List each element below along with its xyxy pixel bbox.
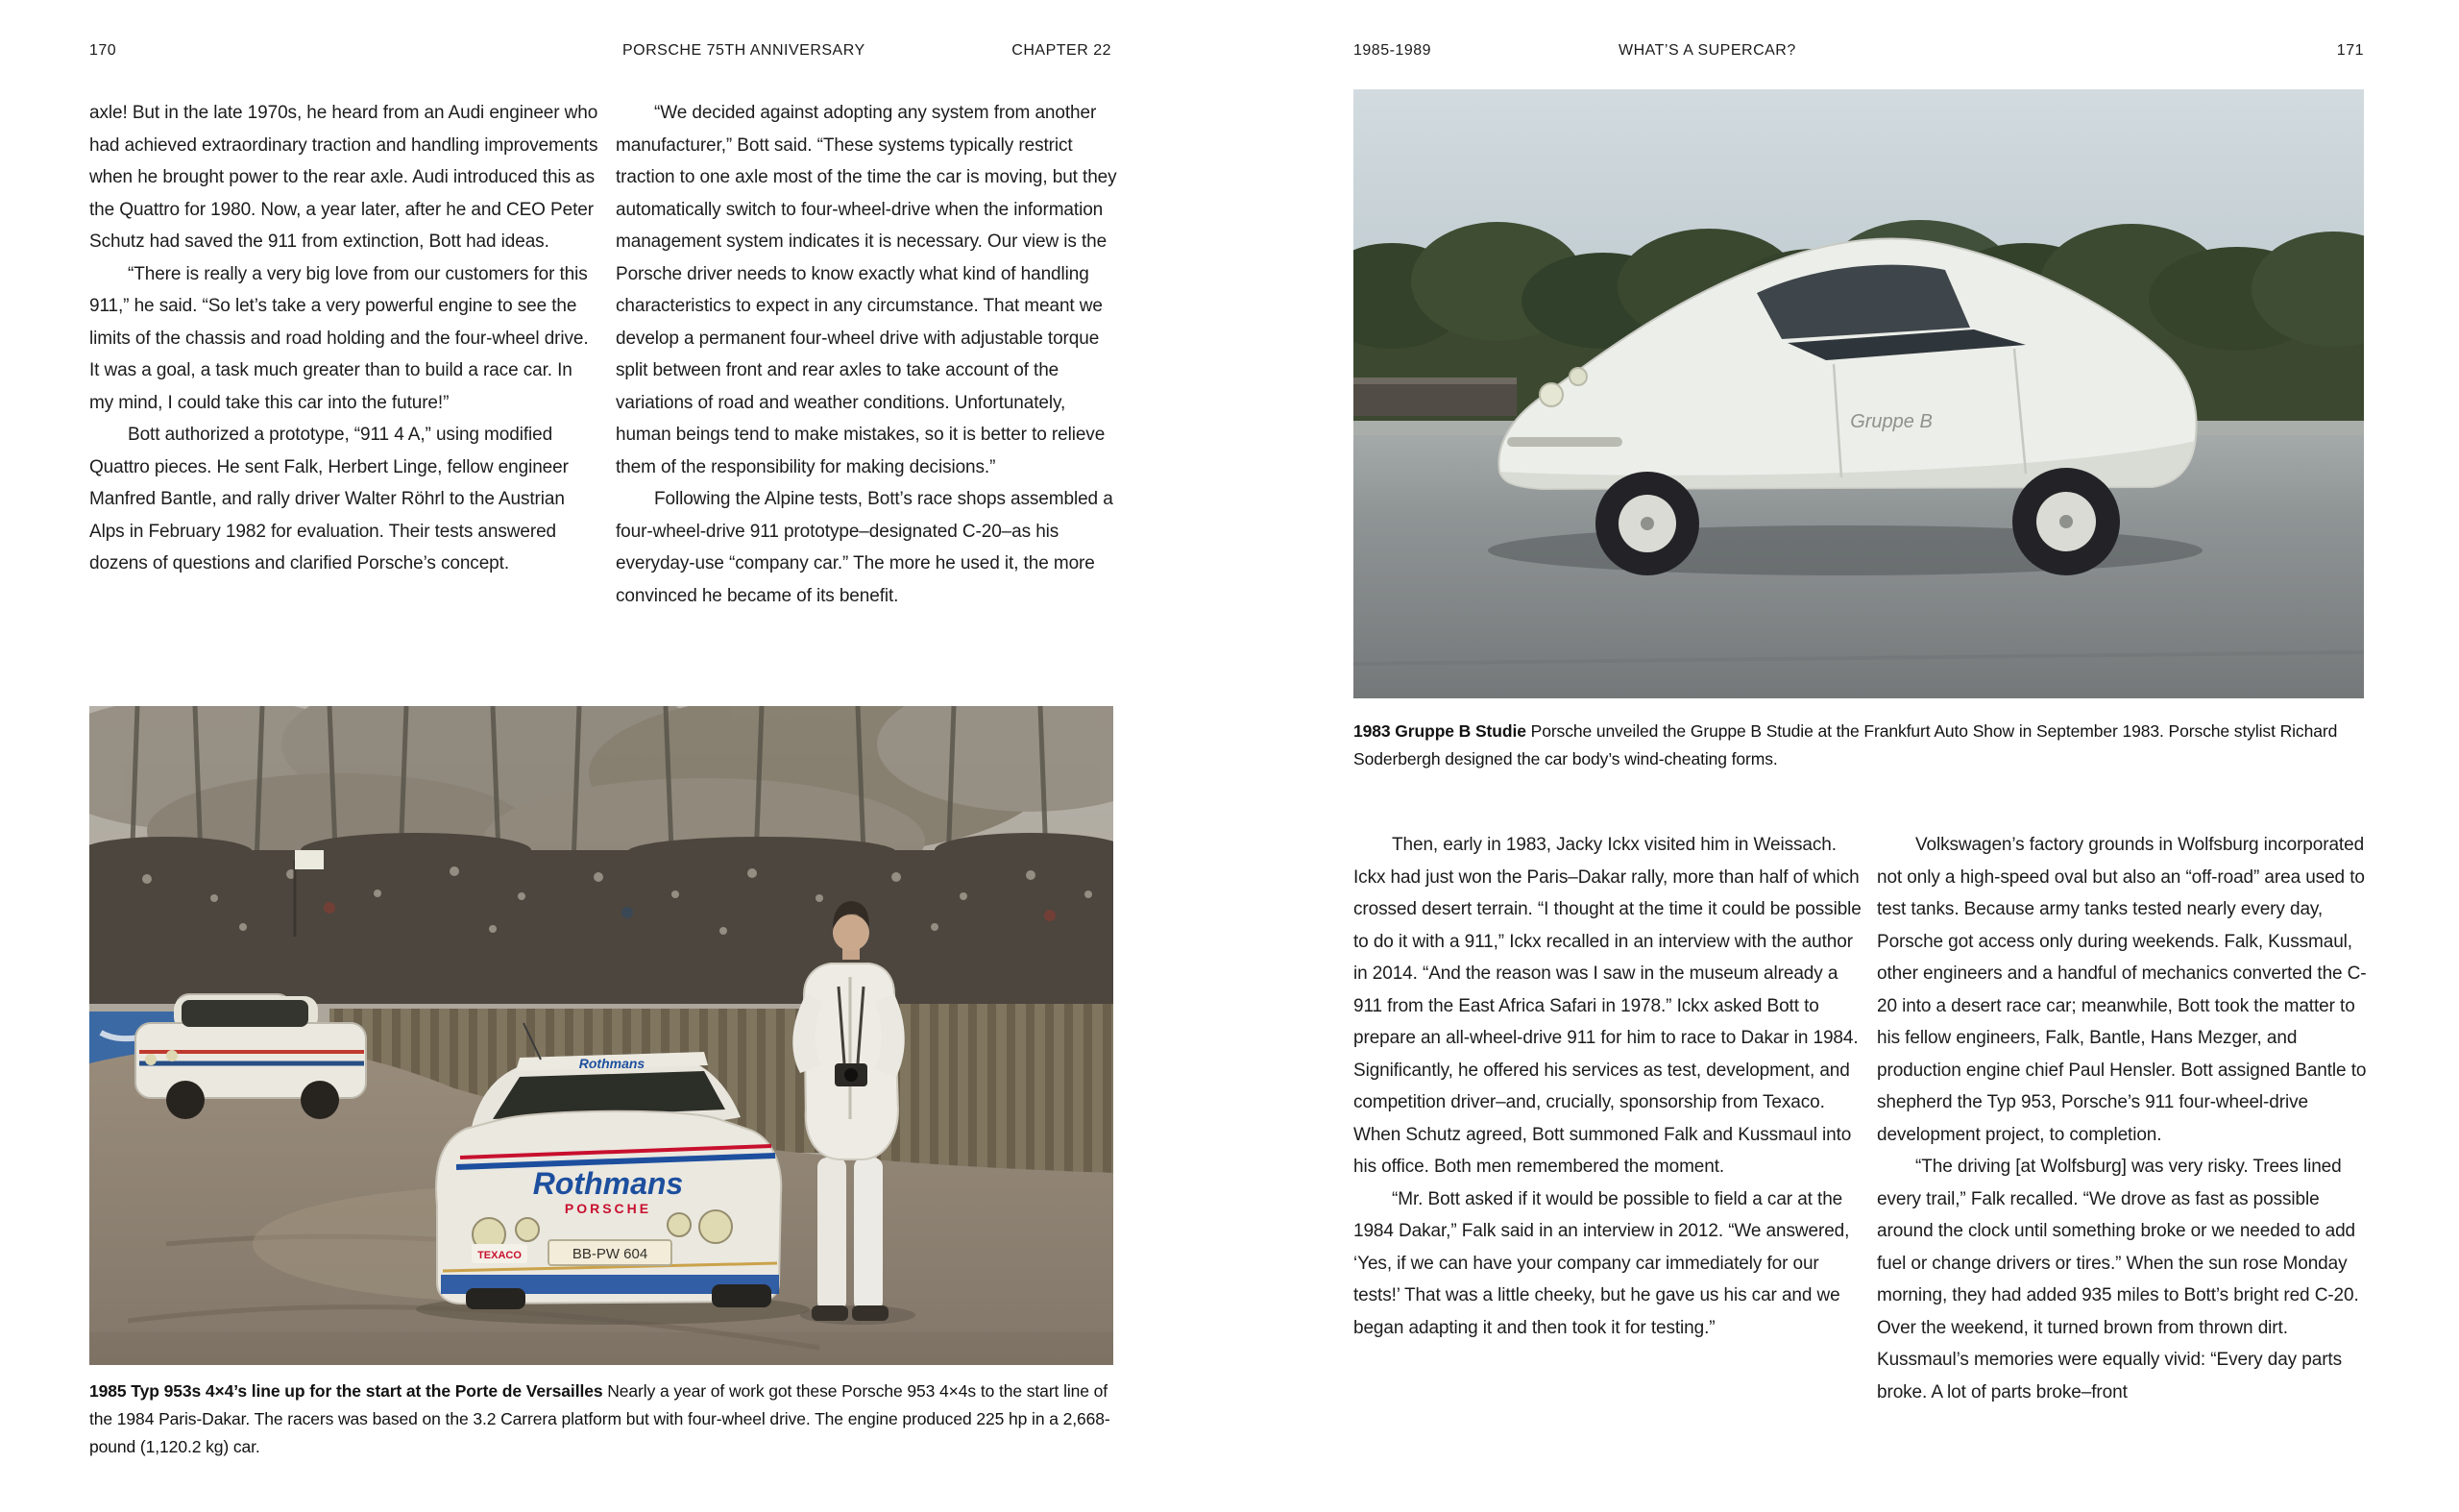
license-plate-text: BB-PW 604 bbox=[572, 1246, 648, 1262]
camera-lens bbox=[844, 1068, 858, 1082]
paragraph: “We decided against adopting any system from another manufacturer,” Bott said. “These systems typically restrict traction to one axle most of the time the car is moving, but they automatically switch to four-wheel-drive when the information management system indicates it is necessary. Our view is the Porsche driver needs to know exactly what kind of handling characteristics to expect in any circumstance. That meant we develop a permanent four-wheel drive with adjustable torque split between front and rear axles to take account of the variations of road and weather conditions. Unfortunately, human beings tend to make mistakes, so it is better to relieve them of the responsibility for making decisions.” bbox=[616, 103, 1117, 477]
left-leg bbox=[817, 1158, 846, 1311]
rally-caption bbox=[89, 1378, 1113, 1461]
caption-lead: 1983 Gruppe B Studie bbox=[1353, 721, 1526, 741]
paragraph: Following the Alpine tests, Bott’s race shops assembled a four-wheel-drive 911 prototype–designated C-20–as his everyday-use “company car.” The more he used it, the more convinced he became of its benefit. bbox=[616, 489, 1113, 606]
era-label: 1985-1989 bbox=[1353, 42, 1432, 59]
caption-text: Nearly a year of work got these Porsche 953 4×4s to the start line of the 1984 Paris-Dakar. The racers was based on the 3.2 Carrera platform but with four-wheel drive. The engine produced 225 hp in a 2,668-pound (1,120.2 kg) car. bbox=[89, 1381, 1110, 1456]
paragraph: “The driving [at Wolfsburg] was very risky. Trees lined every trail,” Falk recalled. “We drove as fast as possible around the clock until something broke or we needed to add fuel or change drivers or tires.” When the sun rose Monday morning, they had added 935 miles to Bott’s bright red C-20. Over the weekend, it turned brown from thrown dirt. Kussmaul’s memories were equally vivid: “Every day parts broke. A lot of parts broke–front bbox=[1877, 1157, 2359, 1402]
caption-lead: 1985 Typ 953s 4×4’s line up for the start at the Porte de Versailles bbox=[89, 1381, 603, 1401]
rally-illustration bbox=[89, 706, 1113, 1365]
foreground-vignette bbox=[89, 1332, 1113, 1365]
front-hub bbox=[1641, 517, 1654, 530]
paragraph: “Mr. Bott asked if it would be possible to field a car at the 1984 Dakar,” Falk said in an interview in 2012. “We answered, ‘Yes, if we can have your company car immediately for our tests!’ That was a little cheeky, but he gave us his car and we began adapting it and then took it for testing.” bbox=[1353, 1188, 1850, 1338]
paragraph: Bott authorized a prototype, “911 4 A,” using modified Quattro pieces. He sent Falk, Herbert Linge, fellow engineer Manfred Bantle, and rally driver Walter Röhrl to the Austrian Alps in February 1982 for evaluation. Their tests answered dozens of questions and clarified Porsche’s concept. bbox=[89, 425, 569, 573]
hood-sub-text: PORSCHE bbox=[564, 1201, 652, 1216]
gruppe-b-caption bbox=[1353, 718, 2364, 773]
left-page-number: 170 bbox=[89, 42, 117, 59]
left-running-title: PORSCHE 75TH ANNIVERSARY bbox=[622, 42, 865, 59]
windshield-banner-text: Rothmans bbox=[578, 1056, 645, 1071]
guardrail bbox=[1353, 378, 1517, 416]
hood-brand-text: Rothmans bbox=[532, 1166, 684, 1201]
headlight-inner bbox=[1570, 368, 1587, 385]
sponsor-text: TEXACO bbox=[477, 1250, 522, 1261]
headlight-right-outer bbox=[699, 1210, 732, 1243]
headlight-outer bbox=[1540, 383, 1563, 406]
photo-gruppe-b-studie bbox=[1353, 89, 2364, 698]
left-page-column-2 bbox=[616, 97, 1125, 612]
right-page-column-2 bbox=[1877, 829, 2374, 1408]
chapter-label: CHAPTER 22 bbox=[1011, 42, 1111, 59]
right-page-number: 171 bbox=[2336, 42, 2364, 59]
paragraph: “There is really a very big love from our customers for this 911,” he said. “So let’s take a very powerful engine to see the limits of the chassis and road holding and the four-wheel drive. It was a goal, a task much greater than to build a race car. In my mind, I could take this car into the future!” bbox=[89, 263, 589, 413]
right-shoe bbox=[852, 1305, 889, 1321]
right-page-column-1 bbox=[1353, 829, 1863, 1344]
right-running-title: WHAT’S A SUPERCAR? bbox=[1619, 42, 1796, 59]
left-page-column-1 bbox=[89, 97, 598, 580]
right-leg bbox=[854, 1158, 883, 1311]
left-shoe bbox=[812, 1305, 848, 1321]
caption-text: Porsche unveiled the Gruppe B Studie at the Frankfurt Auto Show in September 1983. Porsche stylist Richard Soderbergh designed the car body’s wind-cheating forms. bbox=[1353, 721, 2338, 768]
paragraph: Volkswagen’s factory grounds in Wolfsburg incorporated not only a high-speed oval but also an “off-road” area used to test tanks. Because army tanks tested nearly every day, Porsche got access only during weekends. Falk, Kussmaul, other engineers and a handful of mechanics converted the C-20 into a desert race car; meanwhile, Bott took the matter to his fellow engineers, Falk, Bantle, Hans Mezger, and production engine chief Paul Hensler. Bott assigned Bantle to shepherd the Typ 953, Porsche’s 911 four-wheel-drive development project, to completion. bbox=[1877, 835, 2367, 1145]
paragraph: axle! But in the late 1970s, he heard from an Audi engineer who had achieved extraordinary traction and handling improvements when he brought power to the rear axle. Audi introduced this as the Quattro for 1980. Now, a year later, after he and CEO Peter Schutz had saved the 911 from extinction, Bott had ideas. bbox=[89, 103, 598, 252]
headlight-left-inner bbox=[516, 1218, 539, 1241]
paragraph: Then, early in 1983, Jacky Ickx visited him in Weissach. Ickx had just won the Paris–Dakar rally, more than half of which crossed desert terrain. “I thought at the time it could be possible to do it with a 911,” Ickx recalled in an interview with the author in 2014. “And the reason was I saw in the museum already a 911 from the East Africa Safari in 1978.” Ickx asked Bott to prepare an all-wheel-drive 911 for him to race to Dakar in 1984. Significantly, he offered his services as test, development, and competition driver–and, crucially, sponsorship from Texaco. When Schutz agreed, Bott summoned Falk and Kussmaul into his office. Both men remembered the moment. bbox=[1353, 835, 1862, 1177]
crowd bbox=[89, 833, 1113, 1004]
lead-wheel-right bbox=[712, 1284, 771, 1307]
door-script: Gruppe B bbox=[1850, 411, 1933, 432]
lead-wheel-left bbox=[466, 1288, 525, 1309]
headlight-right-inner bbox=[668, 1213, 691, 1236]
rear-hub bbox=[2059, 515, 2073, 528]
gruppe-b-illustration bbox=[1353, 89, 2364, 698]
bumper-intake bbox=[1507, 437, 1622, 447]
photo-953-lineup bbox=[89, 706, 1113, 1365]
